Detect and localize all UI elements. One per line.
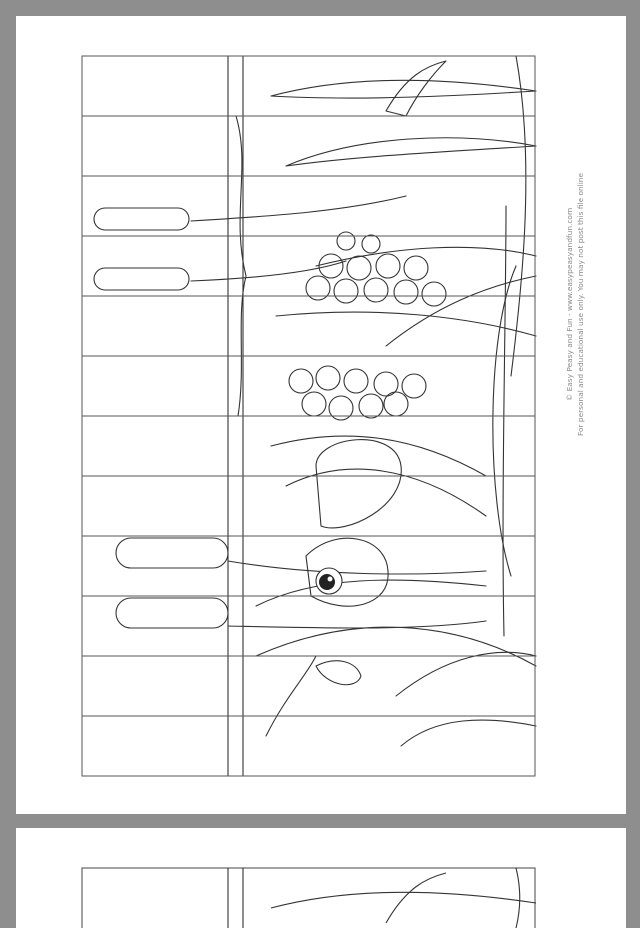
puzzle-strip xyxy=(82,296,535,356)
puzzle-strip xyxy=(82,356,535,416)
puzzle-sheet xyxy=(16,16,626,814)
cattail-stem xyxy=(228,621,486,628)
puzzle-strip xyxy=(82,176,535,236)
coloring-puzzle-art xyxy=(16,16,626,814)
grass-blade xyxy=(271,80,536,98)
credit-line-2: For personal and educational use only. You may not post this file online xyxy=(576,172,585,436)
puzzle-strip xyxy=(82,476,535,536)
grass-blade xyxy=(286,138,536,166)
puzzle-strip xyxy=(82,116,535,176)
puzzle-strip xyxy=(82,536,535,596)
credit-line-1: © Easy Peasy and Fun - www.easypeasyandfun.com xyxy=(565,207,574,402)
fish-pupil xyxy=(319,574,335,590)
puzzle-strip xyxy=(82,56,535,116)
cattail-stem xyxy=(228,561,486,574)
lily-leaf-2 xyxy=(503,206,506,636)
grass-blade xyxy=(266,656,316,736)
grass-blade xyxy=(401,720,536,746)
lily-leaf-1 xyxy=(511,56,526,376)
grass-blade xyxy=(316,247,536,266)
frog-eggs xyxy=(289,232,446,420)
cattail-head xyxy=(94,268,189,290)
grass-blade xyxy=(256,580,486,606)
cattail-head xyxy=(116,538,228,568)
puzzle-strip xyxy=(82,656,535,716)
cattail-head xyxy=(94,208,189,230)
coloring-puzzle-art-next xyxy=(16,828,626,928)
grass-blade xyxy=(386,276,536,346)
cattail-stem xyxy=(191,196,406,221)
puzzle-sheet-next xyxy=(16,828,626,928)
puzzle-strip xyxy=(82,236,535,296)
grass-blade xyxy=(276,312,536,336)
tadpole-body xyxy=(316,440,401,528)
stream-wave xyxy=(236,116,246,416)
puzzle-strip xyxy=(82,416,535,476)
puzzle-strip xyxy=(82,716,535,776)
cattail-head xyxy=(116,598,228,628)
grass-blade xyxy=(256,627,536,666)
lily-leaf-3 xyxy=(493,266,516,576)
grass-blade xyxy=(386,61,446,116)
fish-fin xyxy=(316,661,361,685)
grass-blade xyxy=(396,652,536,696)
puzzle-strip xyxy=(82,596,535,656)
